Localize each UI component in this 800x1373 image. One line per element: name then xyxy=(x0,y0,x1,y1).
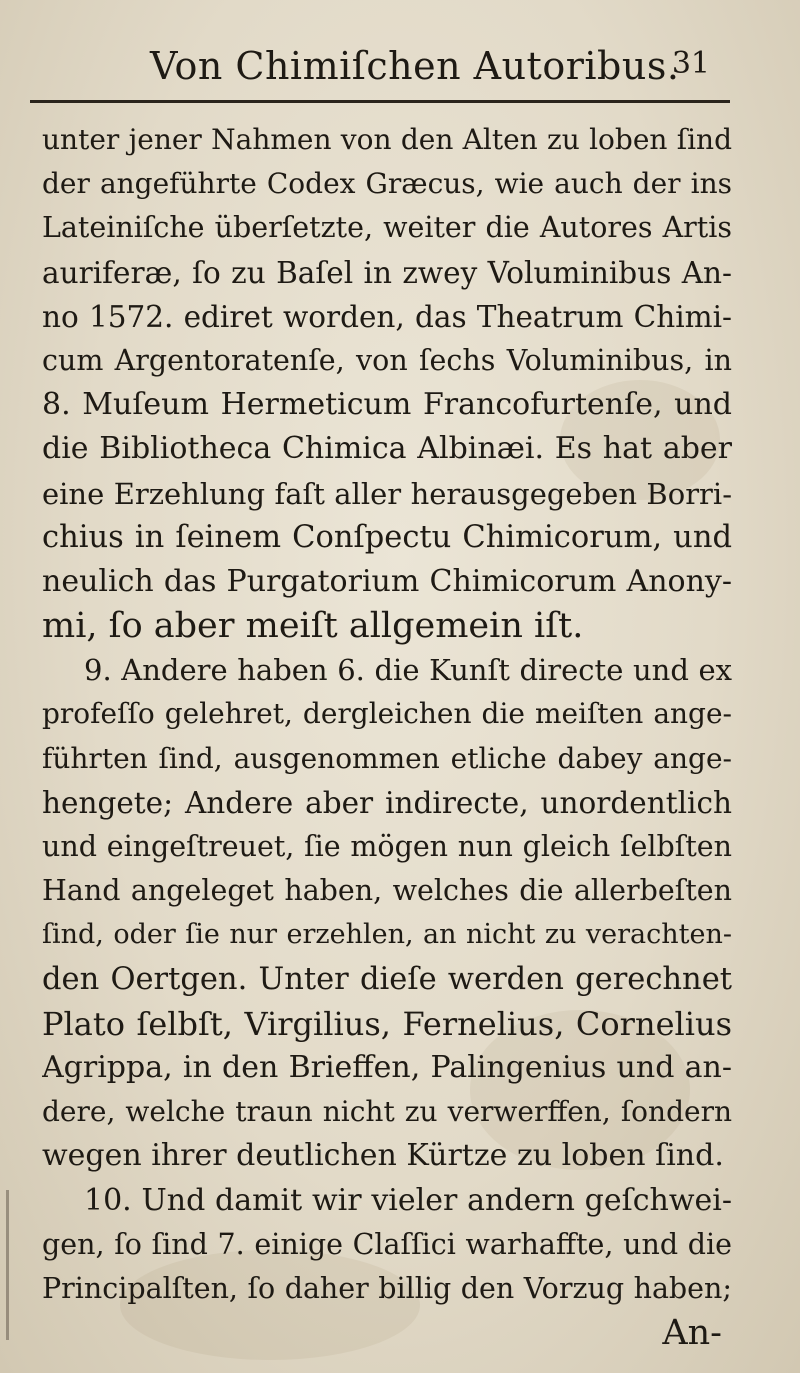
text-line: ſind, oder ſie nur erzehlen, an nicht zu verachten- xyxy=(42,919,732,951)
text-line: unter jener Nahmen von den Alten zu loben ſind xyxy=(42,123,732,156)
text-line: neulich das Purgatorium Chimicorum Anony- xyxy=(42,563,732,599)
page-number: 31 xyxy=(671,46,710,81)
text-line: 8. Muſeum Hermeticum Francofurtenſe, und xyxy=(42,387,732,423)
text-line: den Oertgen. Unter dieſe werden gerechnet xyxy=(42,961,732,997)
text-line: mi, ſo aber meiſt allgemein iſt. xyxy=(42,606,584,647)
text-line: eine Erzehlung faſt aller herausgegeben Borri- xyxy=(42,476,732,511)
gutter-shadow xyxy=(6,1190,9,1340)
page-header xyxy=(90,44,710,88)
text-line: profeſſo gelehret, dergleichen die meiſten ange- xyxy=(42,697,732,731)
text-line: Plato ſelbſt, Virgilius, Fernelius, Cornelius xyxy=(42,1004,732,1043)
text-line: führten ſind, ausgenommen etliche dabey ange- xyxy=(42,741,732,775)
text-line: dere, welche traun nicht zu verwerffen, ſondern xyxy=(42,1095,732,1129)
text-line: no 1572. ediret worden, das Theatrum Chimi- xyxy=(42,299,732,334)
text-line: Lateiniſche überſetzte, weiter die Autores Artis xyxy=(42,211,732,245)
text-line: cum Argentoratenſe, von ſechs Voluminibus, in xyxy=(42,343,732,377)
text-line: Principalſten, ſo daher billig den Vorzug haben; xyxy=(42,1271,732,1305)
text-line: Hand angeleget haben, welches die allerbeſten xyxy=(42,874,732,908)
text-line: die Bibliotheca Chimica Albinæi. Es hat aber xyxy=(42,431,732,467)
body-text xyxy=(42,118,732,1355)
text-line: und eingeſtreuet, ſie mögen nun gleich ſelbſten xyxy=(42,830,732,863)
text-line: gen, ſo ſind 7. einige Claſſici warhaffte, und die xyxy=(42,1227,732,1261)
text-line: hengete; Andere aber indirecte, unordentlich xyxy=(42,785,732,820)
text-line: chius in ſeinem Conſpectu Chimicorum, und xyxy=(42,519,732,555)
paragraph-start-line: 10. Und damit wir vieler andern geſchwei- xyxy=(84,1182,732,1218)
catchword: An- xyxy=(662,1313,722,1354)
text-line: Agrippa, in den Brieffen, Palingenius und an- xyxy=(42,1049,732,1085)
header-rule xyxy=(30,100,730,103)
running-head: Von Chimiſchen Autoribus. xyxy=(150,44,680,88)
text-line: auriferæ, ſo zu Baſel in zwey Voluminibus An- xyxy=(42,255,732,290)
text-line: der angeführte Codex Græcus, wie auch der ins xyxy=(42,167,732,201)
paragraph-start-line: 9. Andere haben 6. die Kunſt directe und ex xyxy=(84,653,732,688)
text-line: wegen ihrer deutlichen Kürtze zu loben ſind. xyxy=(42,1138,724,1174)
